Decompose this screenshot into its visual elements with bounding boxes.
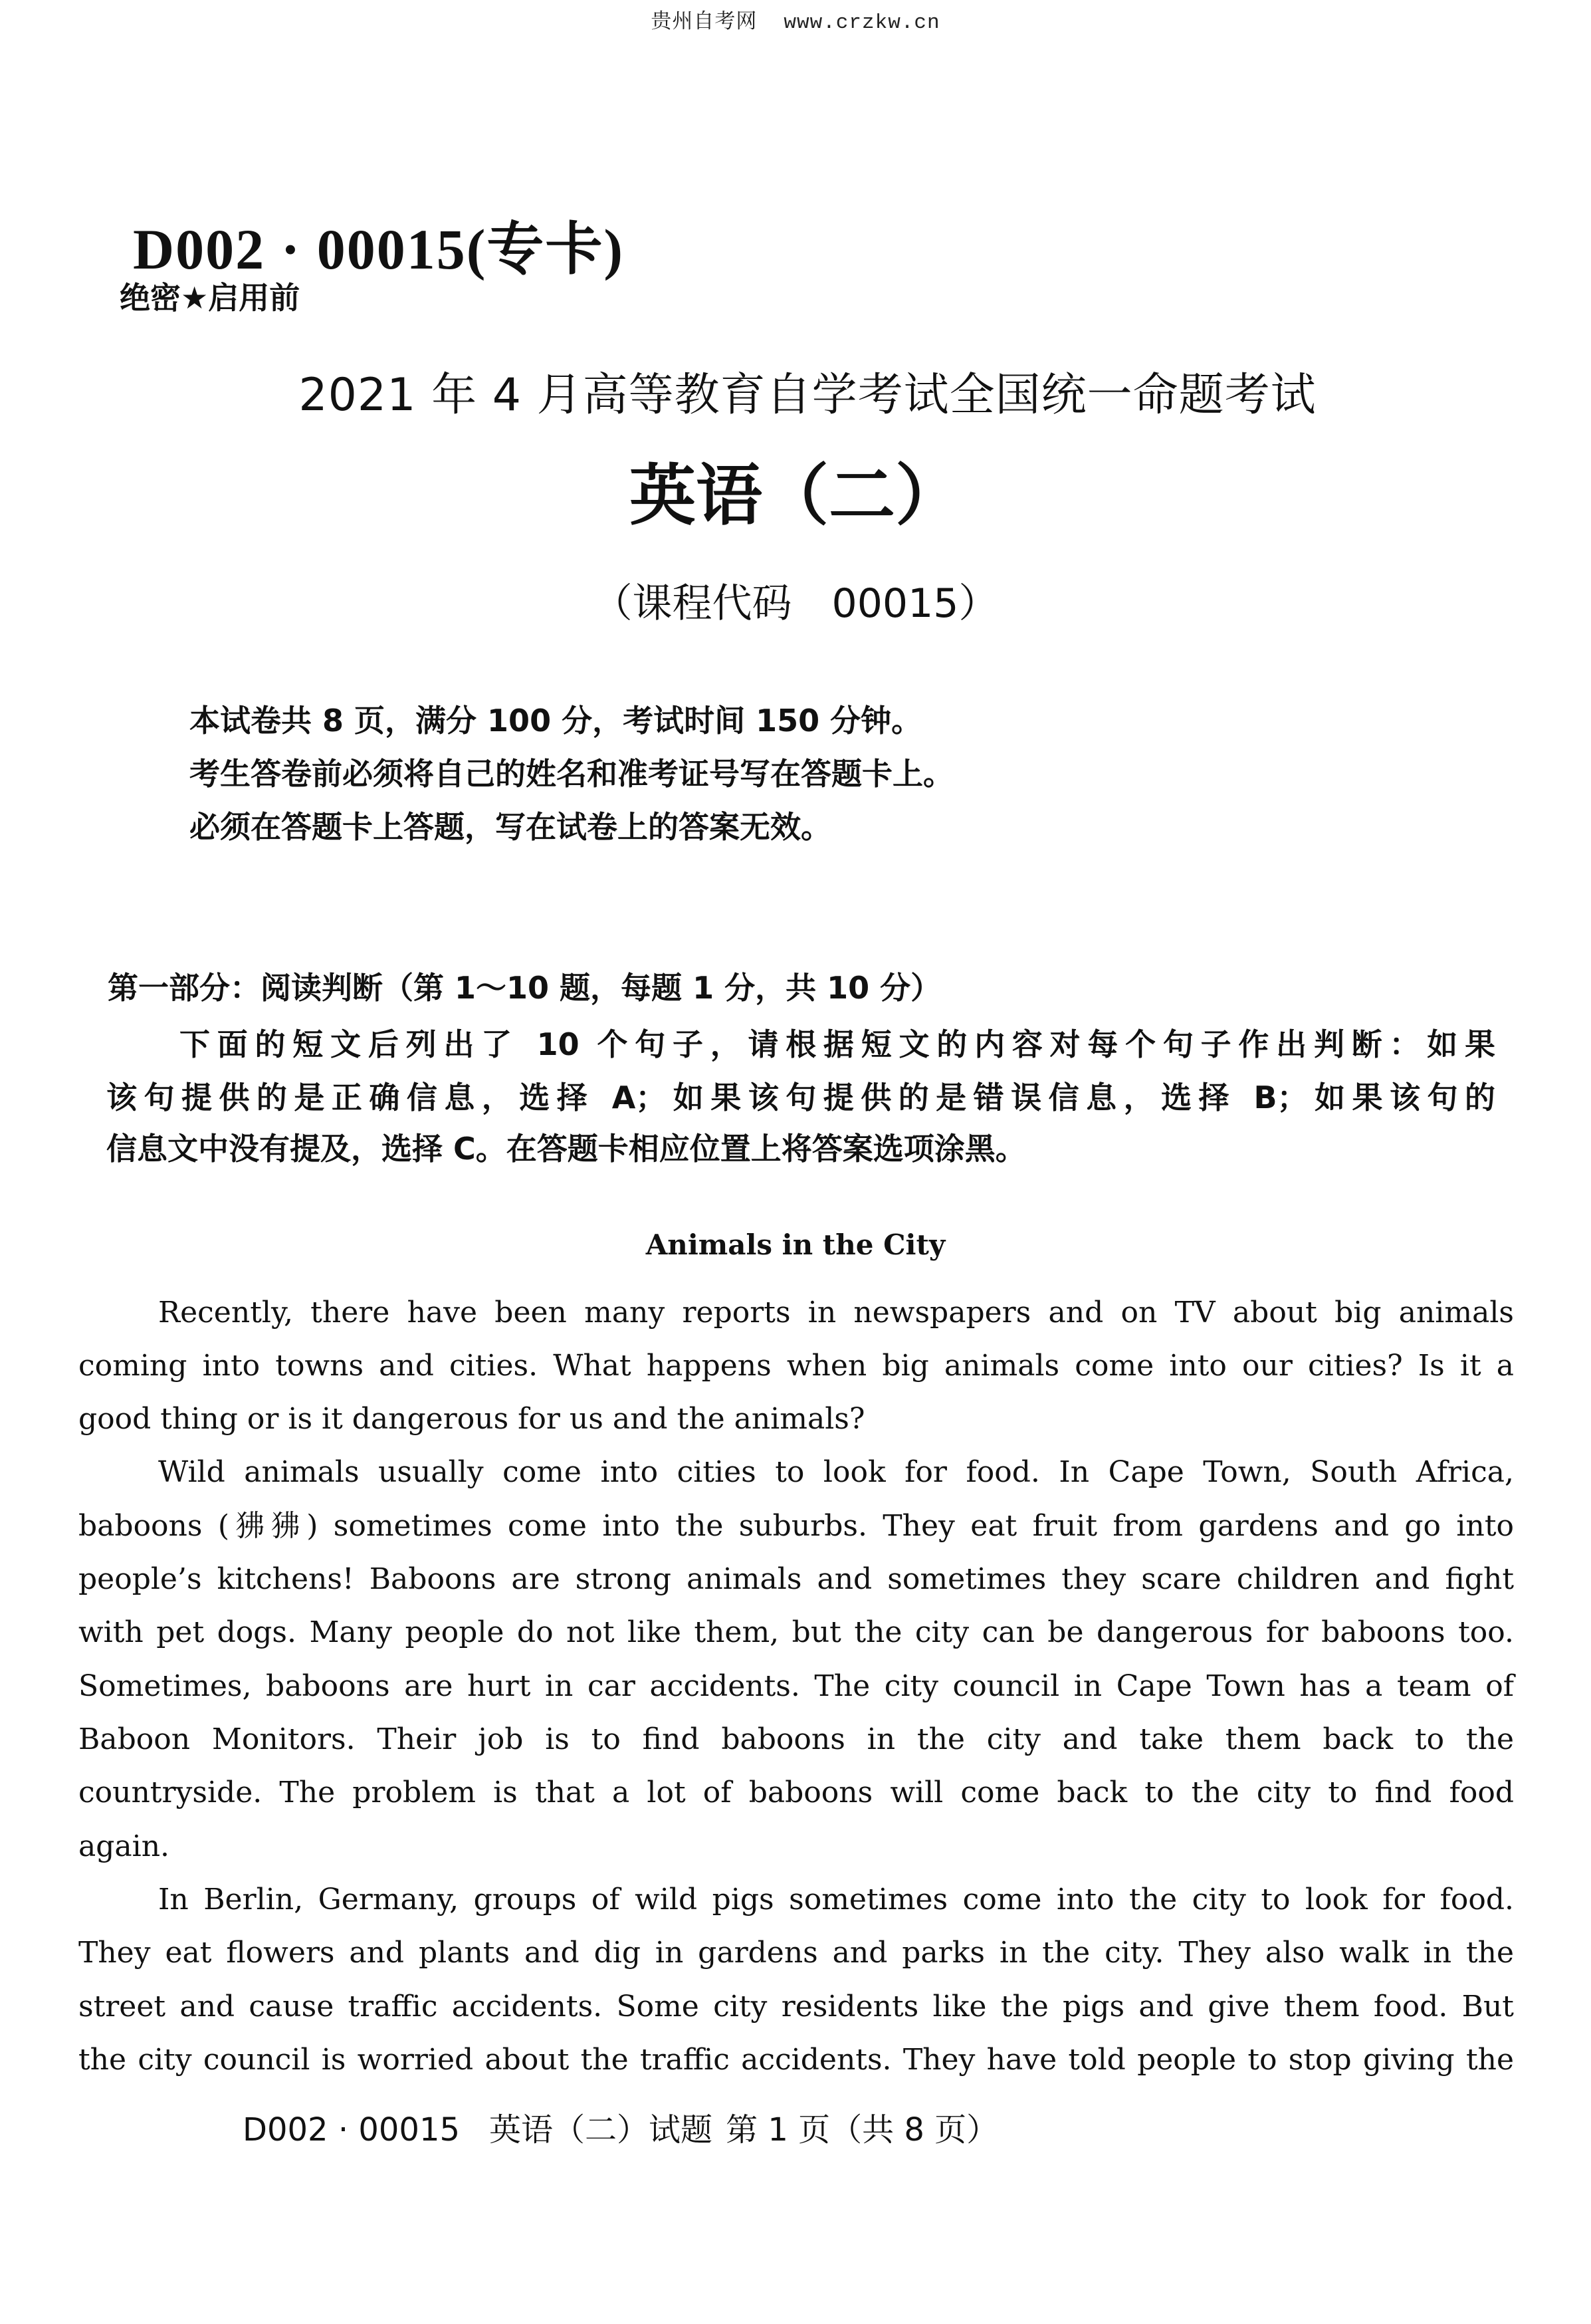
passage-line: Recently, there have been many reports in newspapers and on TV about big animals xyxy=(158,1296,1514,1330)
passage-line: Sometimes, baboons are hurt in car accidents. The city council in Cape Town has a team of xyxy=(78,1669,1514,1703)
exam-code-title: D002 · 00015(专卡) xyxy=(133,217,625,281)
footer-page-number: 第 1 页（共 8 页） xyxy=(726,2111,999,2149)
passage-line: with pet dogs. Many people do not like them, but the city can be dangerous for baboons too. xyxy=(78,1615,1514,1649)
site-url[interactable]: www.crzkw.cn xyxy=(784,11,940,35)
passage-line: the city council is worried about the traffic accidents. They have told people to stop giving the xyxy=(78,2043,1514,2077)
footer-code: D002 · 00015 xyxy=(243,2111,461,2149)
course-code: （课程代码 00015） xyxy=(592,580,999,627)
site-header xyxy=(0,4,1591,35)
passage-line: street and cause traffic accidents. Some city residents like the pigs and give them food. But xyxy=(78,1990,1514,2024)
passage-line: In Berlin, Germany, groups of wild pigs sometimes come into the city to look for food. xyxy=(158,1883,1514,1917)
page-footer xyxy=(243,2104,998,2150)
instruction-line: 考生答卷前必须将自己的姓名和准考证号写在答题卡上。 xyxy=(189,756,954,792)
directions-line: 下面的短文后列出了 10 个句子，请根据短文的内容对每个句子作出判断：如果 xyxy=(179,1026,1495,1062)
passage-line: baboons (狒狒) sometimes come into the suburbs. They eat fruit from gardens and go into xyxy=(78,1509,1514,1543)
instruction-line: 必须在答题卡上答题，写在试卷上的答案无效。 xyxy=(189,809,831,845)
passage-line: Baboon Monitors. Their job is to find baboons in the city and take them back to the xyxy=(78,1722,1514,1756)
passage-title: Animals in the City xyxy=(645,1228,946,1261)
passage-line: They eat flowers and plants and dig in gardens and parks in the city. They also walk in the xyxy=(78,1936,1514,1970)
secret-mark: 绝密★启用前 xyxy=(120,280,300,316)
exam-title: 2021 年 4 月高等教育自学考试全国统一命题考试 xyxy=(298,369,1317,421)
part-one-heading: 第一部分：阅读判断（第 1～10 题，每题 1 分，共 10 分） xyxy=(108,970,942,1006)
subject-title: 英语（二） xyxy=(629,457,962,534)
passage-line: countryside. The problem is that a lot of baboons will come back to the city to find food xyxy=(78,1776,1514,1809)
passage-line: again. xyxy=(78,1829,170,1863)
passage-line: good thing or is it dangerous for us and the animals? xyxy=(78,1402,865,1436)
footer-subject: 英语（二）试题 xyxy=(489,2111,713,2149)
instruction-line: 本试卷共 8 页，满分 100 分，考试时间 150 分钟。 xyxy=(189,703,922,739)
passage-line: people’s kitchens! Baboons are strong animals and sometimes they scare children and fight xyxy=(78,1562,1514,1596)
passage-line: coming into towns and cities. What happens when big animals come into our cities? Is it a xyxy=(78,1349,1514,1383)
directions-line: 信息文中没有提及，选择 C。在答题卡相应位置上将答案选项涂黑。 xyxy=(106,1131,1026,1167)
site-name: 贵州自考网 xyxy=(651,9,758,33)
directions-line: 该句提供的是正确信息，选择 A；如果该句提供的是错误信息，选择 B；如果该句的 xyxy=(106,1080,1495,1115)
passage-line: Wild animals usually come into cities to look for food. In Cape Town, South Africa, xyxy=(158,1455,1514,1489)
